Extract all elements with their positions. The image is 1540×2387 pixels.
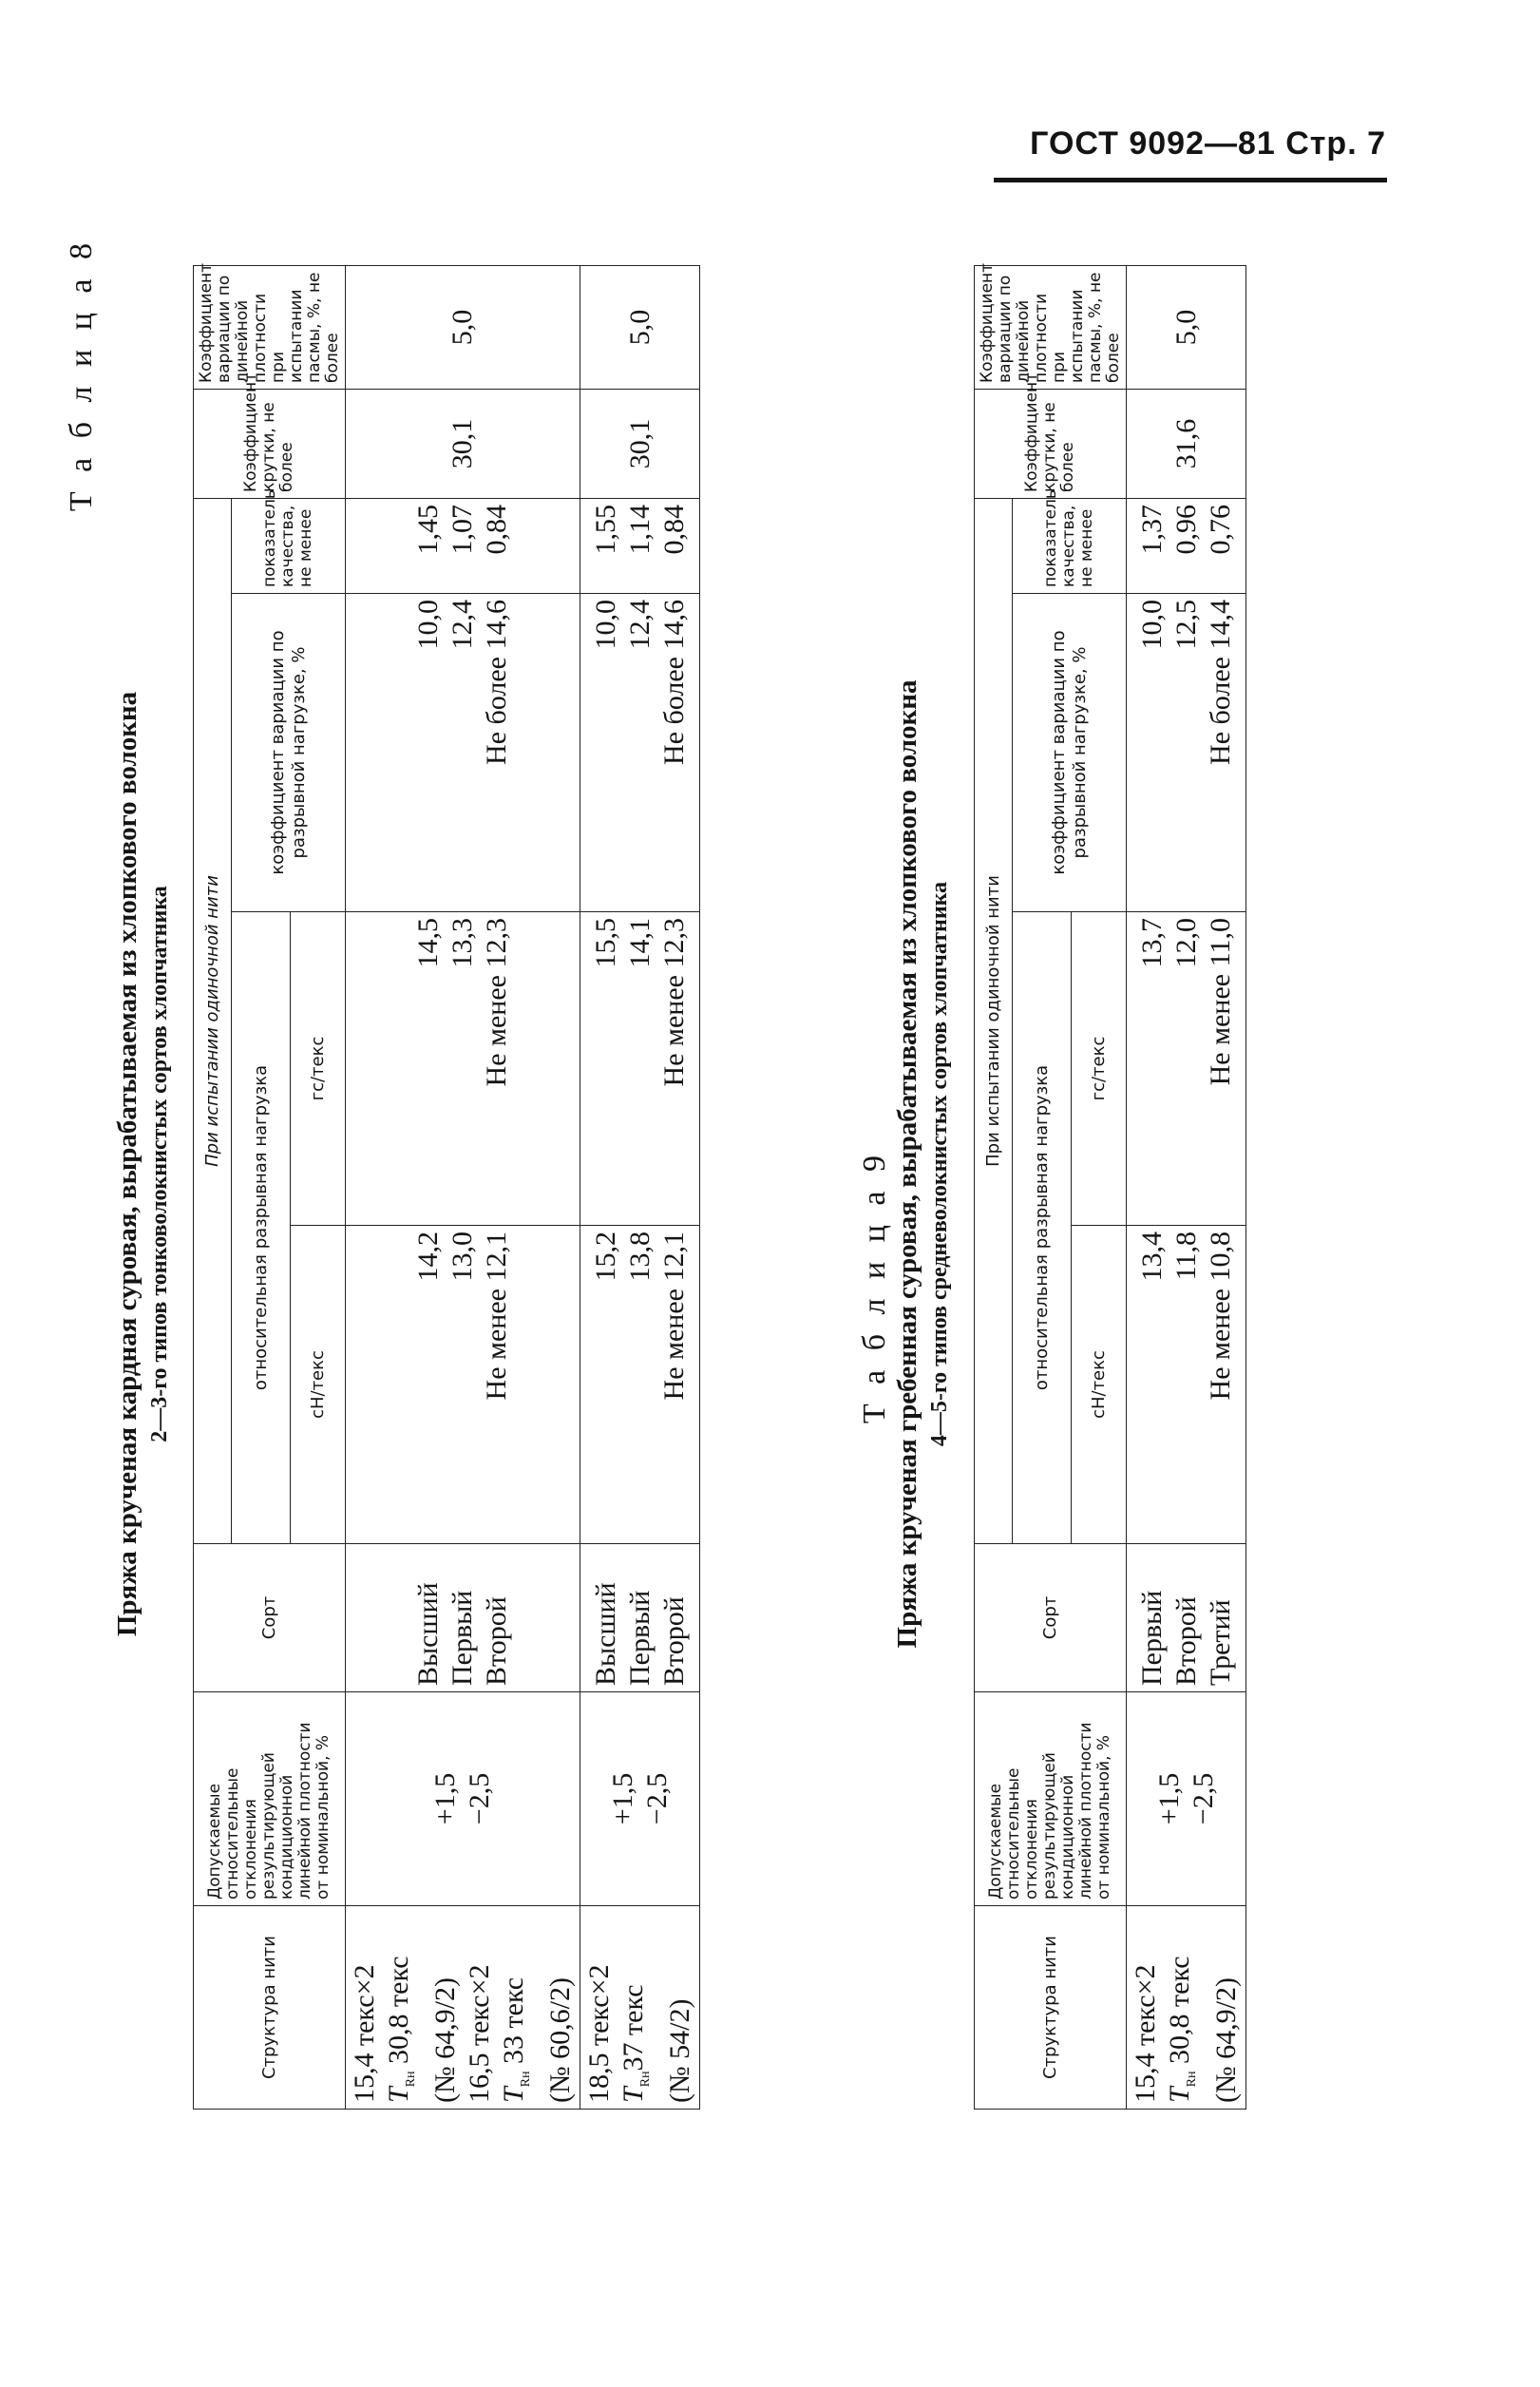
struct-line: 15,4 текс×2	[1130, 1964, 1161, 2103]
table8-h-twist: Коэффициент крутки, не более	[194, 389, 346, 498]
table9-g1-cn: 13,4 11,8 Не менее 10,8	[1127, 1226, 1246, 1544]
table8-subtitle: 2—3-го типов тонковолокнистых сортов хлопчатника	[147, 886, 172, 1442]
table9-h-single: При испытании одиночной нити	[975, 498, 1013, 1543]
table9-g1-quality: 1,37 0,96 0,76	[1127, 498, 1246, 593]
table9-h-deviation: Допускаемые относительные отклонения результирующей кондиционной линейной плотности от номинальной, %	[975, 1692, 1127, 1906]
table8-g1-lin: 5,0	[346, 265, 580, 389]
table8-grid	[193, 262, 700, 2110]
table8-g1-deviation: +1,5 −2,5	[346, 1692, 580, 1906]
table9-g1-structure	[1127, 1906, 1246, 2110]
table8-h-gs: гс/текс	[291, 912, 346, 1226]
table8-h-structure: Структура нити	[194, 1906, 346, 2110]
struct-line: $T_{Rн}$ 33 текс	[498, 1976, 533, 2103]
struct-line: (№ 60,6/2)	[544, 1977, 576, 2103]
table9-g1-lin: 5,0	[1127, 265, 1246, 389]
header-rule	[994, 178, 1387, 182]
struct-line: 18,5 текс×2	[583, 1964, 615, 2103]
table8-h-deviation: Допускаемые относительные отклонения результирующей кондиционной линейной плотности от номинальной, %	[194, 1692, 346, 1906]
struct-line: (№ 64,9/2)	[1210, 1977, 1242, 2103]
table8-g2-structure	[580, 1906, 700, 2110]
table9-g1-sorts: Первый Второй Третий	[1127, 1544, 1246, 1692]
table9-h-sort: Сорт	[975, 1544, 1127, 1692]
table8-h-sort: Сорт	[194, 1544, 346, 1692]
page-header: ГОСТ 9092—81 Стр. 7	[1030, 125, 1386, 162]
table8-g1-cv: 10,0 12,4 Не более 14,6	[346, 594, 580, 912]
table9-g1-gs: 13,7 12,0 Не менее 11,0	[1127, 912, 1246, 1226]
table8-block	[62, 228, 695, 2167]
table9-h-cn: сН/текс	[1072, 1226, 1127, 1544]
table9-h-twist: Коэффициент крутки, не более	[975, 389, 1127, 498]
table8-g1-quality: 1,45 1,07 0,84	[346, 498, 580, 593]
table8-h-cn: сН/текс	[291, 1226, 346, 1544]
table8-g2-quality: 1,55 1,14 0,84	[580, 498, 700, 593]
table9-h-lin: Коэффициент вариации по линейной плотности при испытании пасмы, %, не более	[975, 265, 1127, 389]
table8-h-break: относительная разрывная нагрузка	[232, 912, 291, 1544]
table9-block	[855, 262, 1330, 2167]
table9-title	[891, 380, 956, 1948]
table8-g2-deviation: +1,5 −2,5	[580, 1692, 700, 1906]
table8-title-text: Пряжа крученая кардная суровая, вырабатываемая из хлопкового волокна	[112, 691, 143, 1637]
table9-h-structure: Структура нити	[975, 1906, 1127, 2110]
table8-g2-gs: 15,5 14,1 Не менее 12,3	[580, 912, 700, 1226]
table8-g2-sorts: Высший Первый Второй	[580, 1544, 700, 1692]
table8-g2-cn: 15,2 13,8 Не менее 12,1	[580, 1226, 700, 1544]
table8-h-lin: Коэффициент вариации по линейной плотности при испытании пасмы, %, не более	[194, 265, 346, 389]
struct-line: $T_{Rн}$ 30,8 текс	[383, 1956, 418, 2103]
table9-grid	[974, 262, 1246, 2110]
table9-g1-cv: 10,0 12,5 Не более 14,4	[1127, 594, 1246, 912]
table8-g1-cn: 14,2 13,0 Не менее 12,1	[346, 1226, 580, 1544]
struct-line: 16,5 текс×2	[464, 1964, 495, 2103]
table9-title-text: Пряжа крученая гребенная суровая, вырабатываемая из хлопкового волокна	[892, 679, 922, 1649]
table8-g1-sorts: Высший Первый Второй	[346, 1544, 580, 1692]
struct-line: 15,4 текс×2	[349, 1964, 380, 2103]
table9-h-quality: показатель качества, не менее	[1013, 498, 1127, 593]
table8-h-cv: коэффициент вариации по разрывной нагрузке, %	[232, 594, 346, 912]
table9-h-break: относительная разрывная нагрузка	[1013, 912, 1072, 1544]
table8-g2-cv: 10,0 12,4 Не более 14,6	[580, 594, 700, 912]
table9-subtitle: 4—5-го типов средневолокнистых сортов хлопчатника	[927, 881, 952, 1447]
table8-title	[111, 380, 176, 1948]
table8-h-single: При испытании одиночной нити	[194, 498, 232, 1543]
table8-g2-lin: 5,0	[580, 265, 700, 389]
table8-label: Т а б л и ц а 8	[64, 238, 99, 512]
table8-g1-structure	[346, 1906, 580, 2110]
table9-g1-twist: 31,6	[1127, 389, 1246, 498]
struct-line: (№ 54/2)	[664, 1998, 695, 2103]
struct-line: $T_{Rн}$ 30,8 текс	[1164, 1956, 1199, 2103]
table9-h-gs: гс/текс	[1072, 912, 1127, 1226]
table8-g2-twist: 30,1	[580, 389, 700, 498]
struct-line: $T_{Rн}37$ текс	[618, 1984, 653, 2103]
table8-g1-gs: 14,5 13,3 Не менее 12,3	[346, 912, 580, 1226]
table9-g1-deviation: +1,5 −2,5	[1127, 1692, 1246, 1906]
struct-line: (№ 64,9/2)	[429, 1977, 461, 2103]
table9-label: Т а б л и ц а 9	[857, 1150, 892, 1424]
table9-h-cv: коэффициент вариации по разрывной нагрузке, %	[1013, 594, 1127, 912]
table8-h-quality: показатель качества, не менее	[232, 498, 346, 593]
table8-g1-twist: 30,1	[346, 389, 580, 498]
